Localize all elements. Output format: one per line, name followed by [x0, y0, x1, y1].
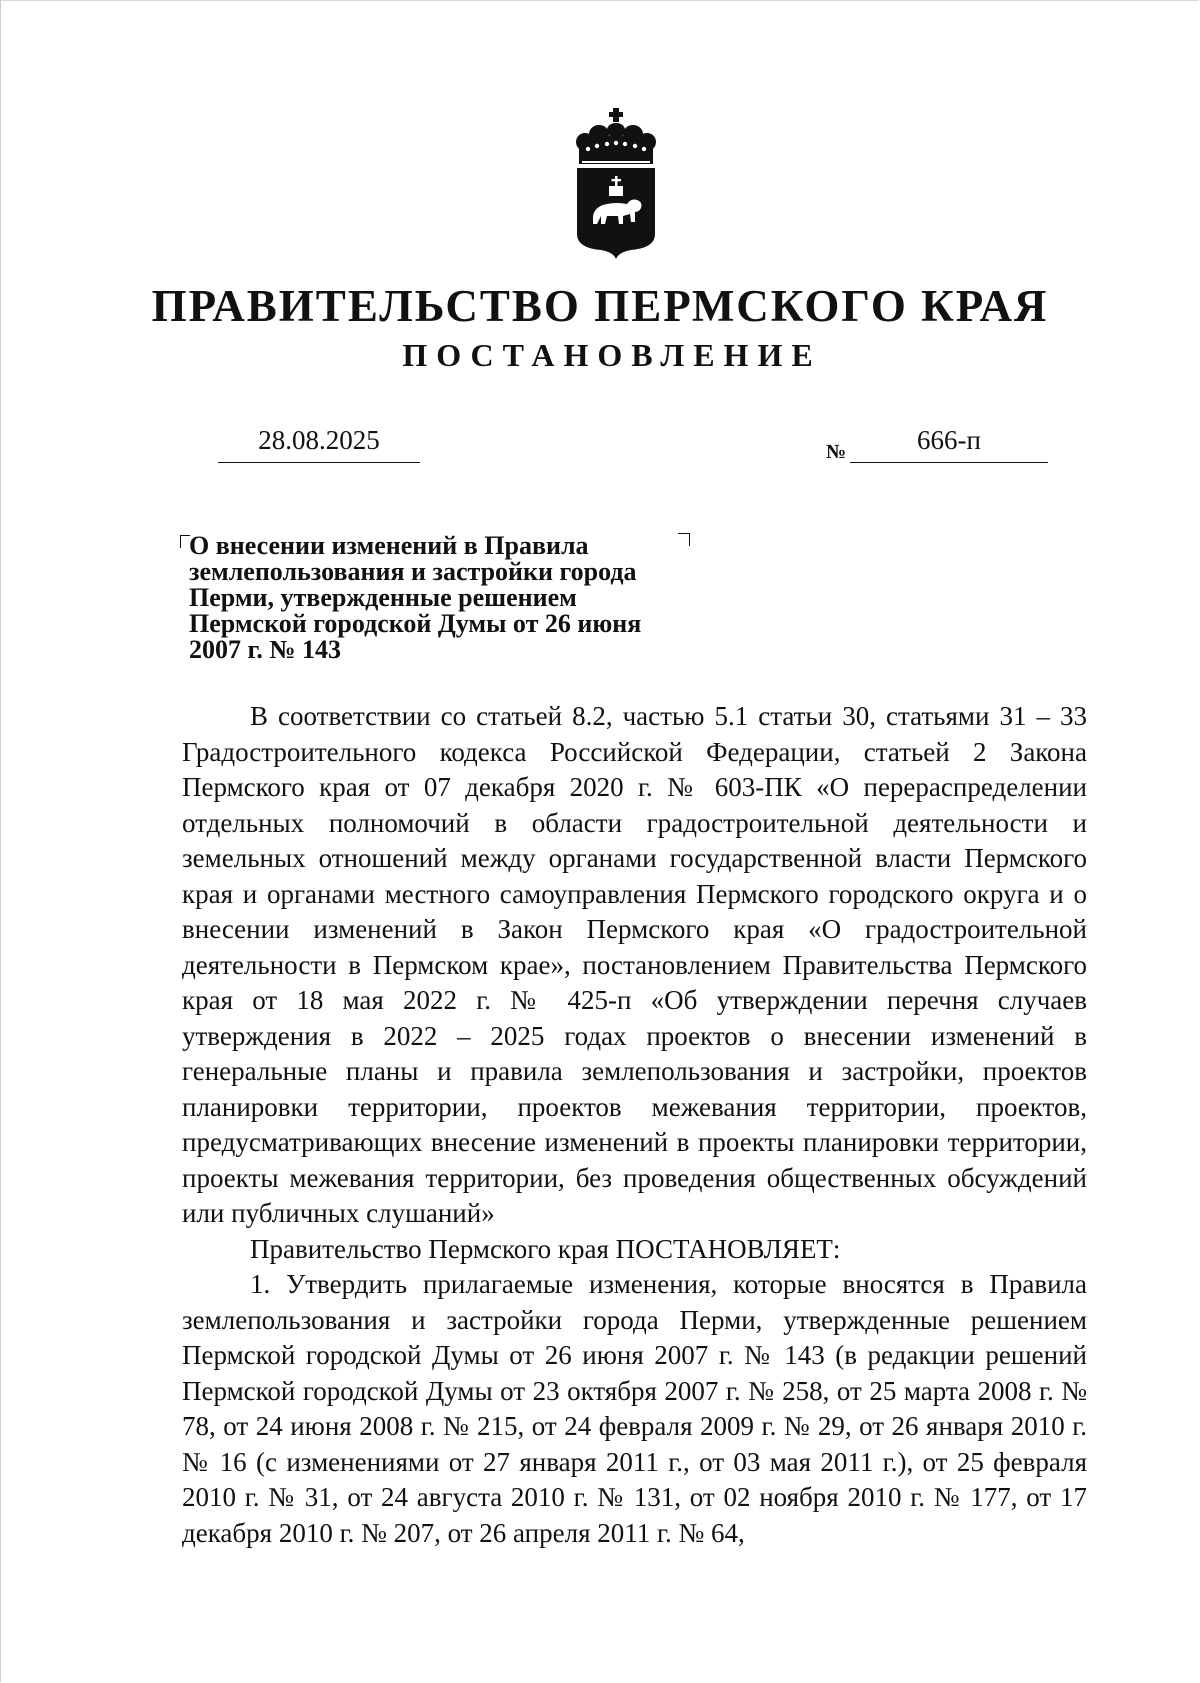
subject-line: О внесении изменений в Правила — [189, 531, 589, 560]
document-subject — [189, 533, 689, 663]
decree-paragraph: Правительство Пермского края ПОСТАНОВЛЯЕТ: — [250, 1233, 841, 1264]
subject-line: Перми, утвержденные решением — [189, 583, 577, 612]
organization-title: ПРАВИТЕЛЬСТВО ПЕРМСКОГО КРАЯ — [151, 281, 1049, 331]
subject-line: Пермской городской Думы от 26 июня — [189, 609, 642, 638]
document-type-title: ПОСТАНОВЛЕНИЕ — [402, 337, 822, 373]
document-body — [182, 699, 1087, 1551]
preamble-paragraph: В соответствии со статьей 8.2, частью 5.1 статьи 30, статьями 31 – 33 Градостроительного кодекса Российской Федерации, статьей 2 Закона Пермского края от 07 декабря 2020 г. № 603-ПК «О перераспределении отдельных полномочий в области градостроительной деятельности и земельных отношений между органами государственной власти Пермского края и органами местного самоуправления Пермского городского округа и о внесении изменений в Закон Пермского края «О градостроительной деятельности в Пермском крае», постановлением Правительства Пермского края от 18 мая 2022 г. № 425-п «Об утверждении перечня случаев утверждения в 2022 – 2025 годах проектов о внесении изменений в генеральные планы и правила землепользования и застройки, проектов планировки территории, проектов межевания территории, проектов, предусматривающих внесение изменений в проекты планировки территории, проекты межевания территории, без проведения общественных обсуждений или публичных слушаний» — [182, 701, 1087, 1228]
item-1-paragraph: 1. Утвердить прилагаемые изменения, которые вносятся в Правила землепользования и застройки города Перми, утвержденные решением Пермской городской Думы от 26 июня 2007 г. № 143 (в редакции решений Пермской городской Думы от 23 октября 2007 г. № 258, от 25 марта 2008 г. № 78, от 24 июня 2008 г. № 215, от 24 февраля 2009 г. № 29, от 26 января 2010 г. № 16 (с изменениями от 27 января 2011 г., от 03 мая 2011 г.), от 25 февраля 2010 г. № 31, от 24 августа 2010 г. № 131, от 02 ноября 2010 г. № 177, от 17 декабря 2010 г. № 207, от 26 апреля 2011 г. № 64, — [182, 1269, 1087, 1548]
document-date: 28.08.2025 — [218, 420, 420, 463]
subject-line: 2007 г. № 143 — [189, 635, 342, 664]
coat-of-arms-emblem — [573, 108, 659, 260]
subject-line: землепользования и застройки города — [189, 557, 637, 586]
document-number: 666-п — [850, 420, 1048, 463]
number-sign: № — [826, 441, 847, 463]
